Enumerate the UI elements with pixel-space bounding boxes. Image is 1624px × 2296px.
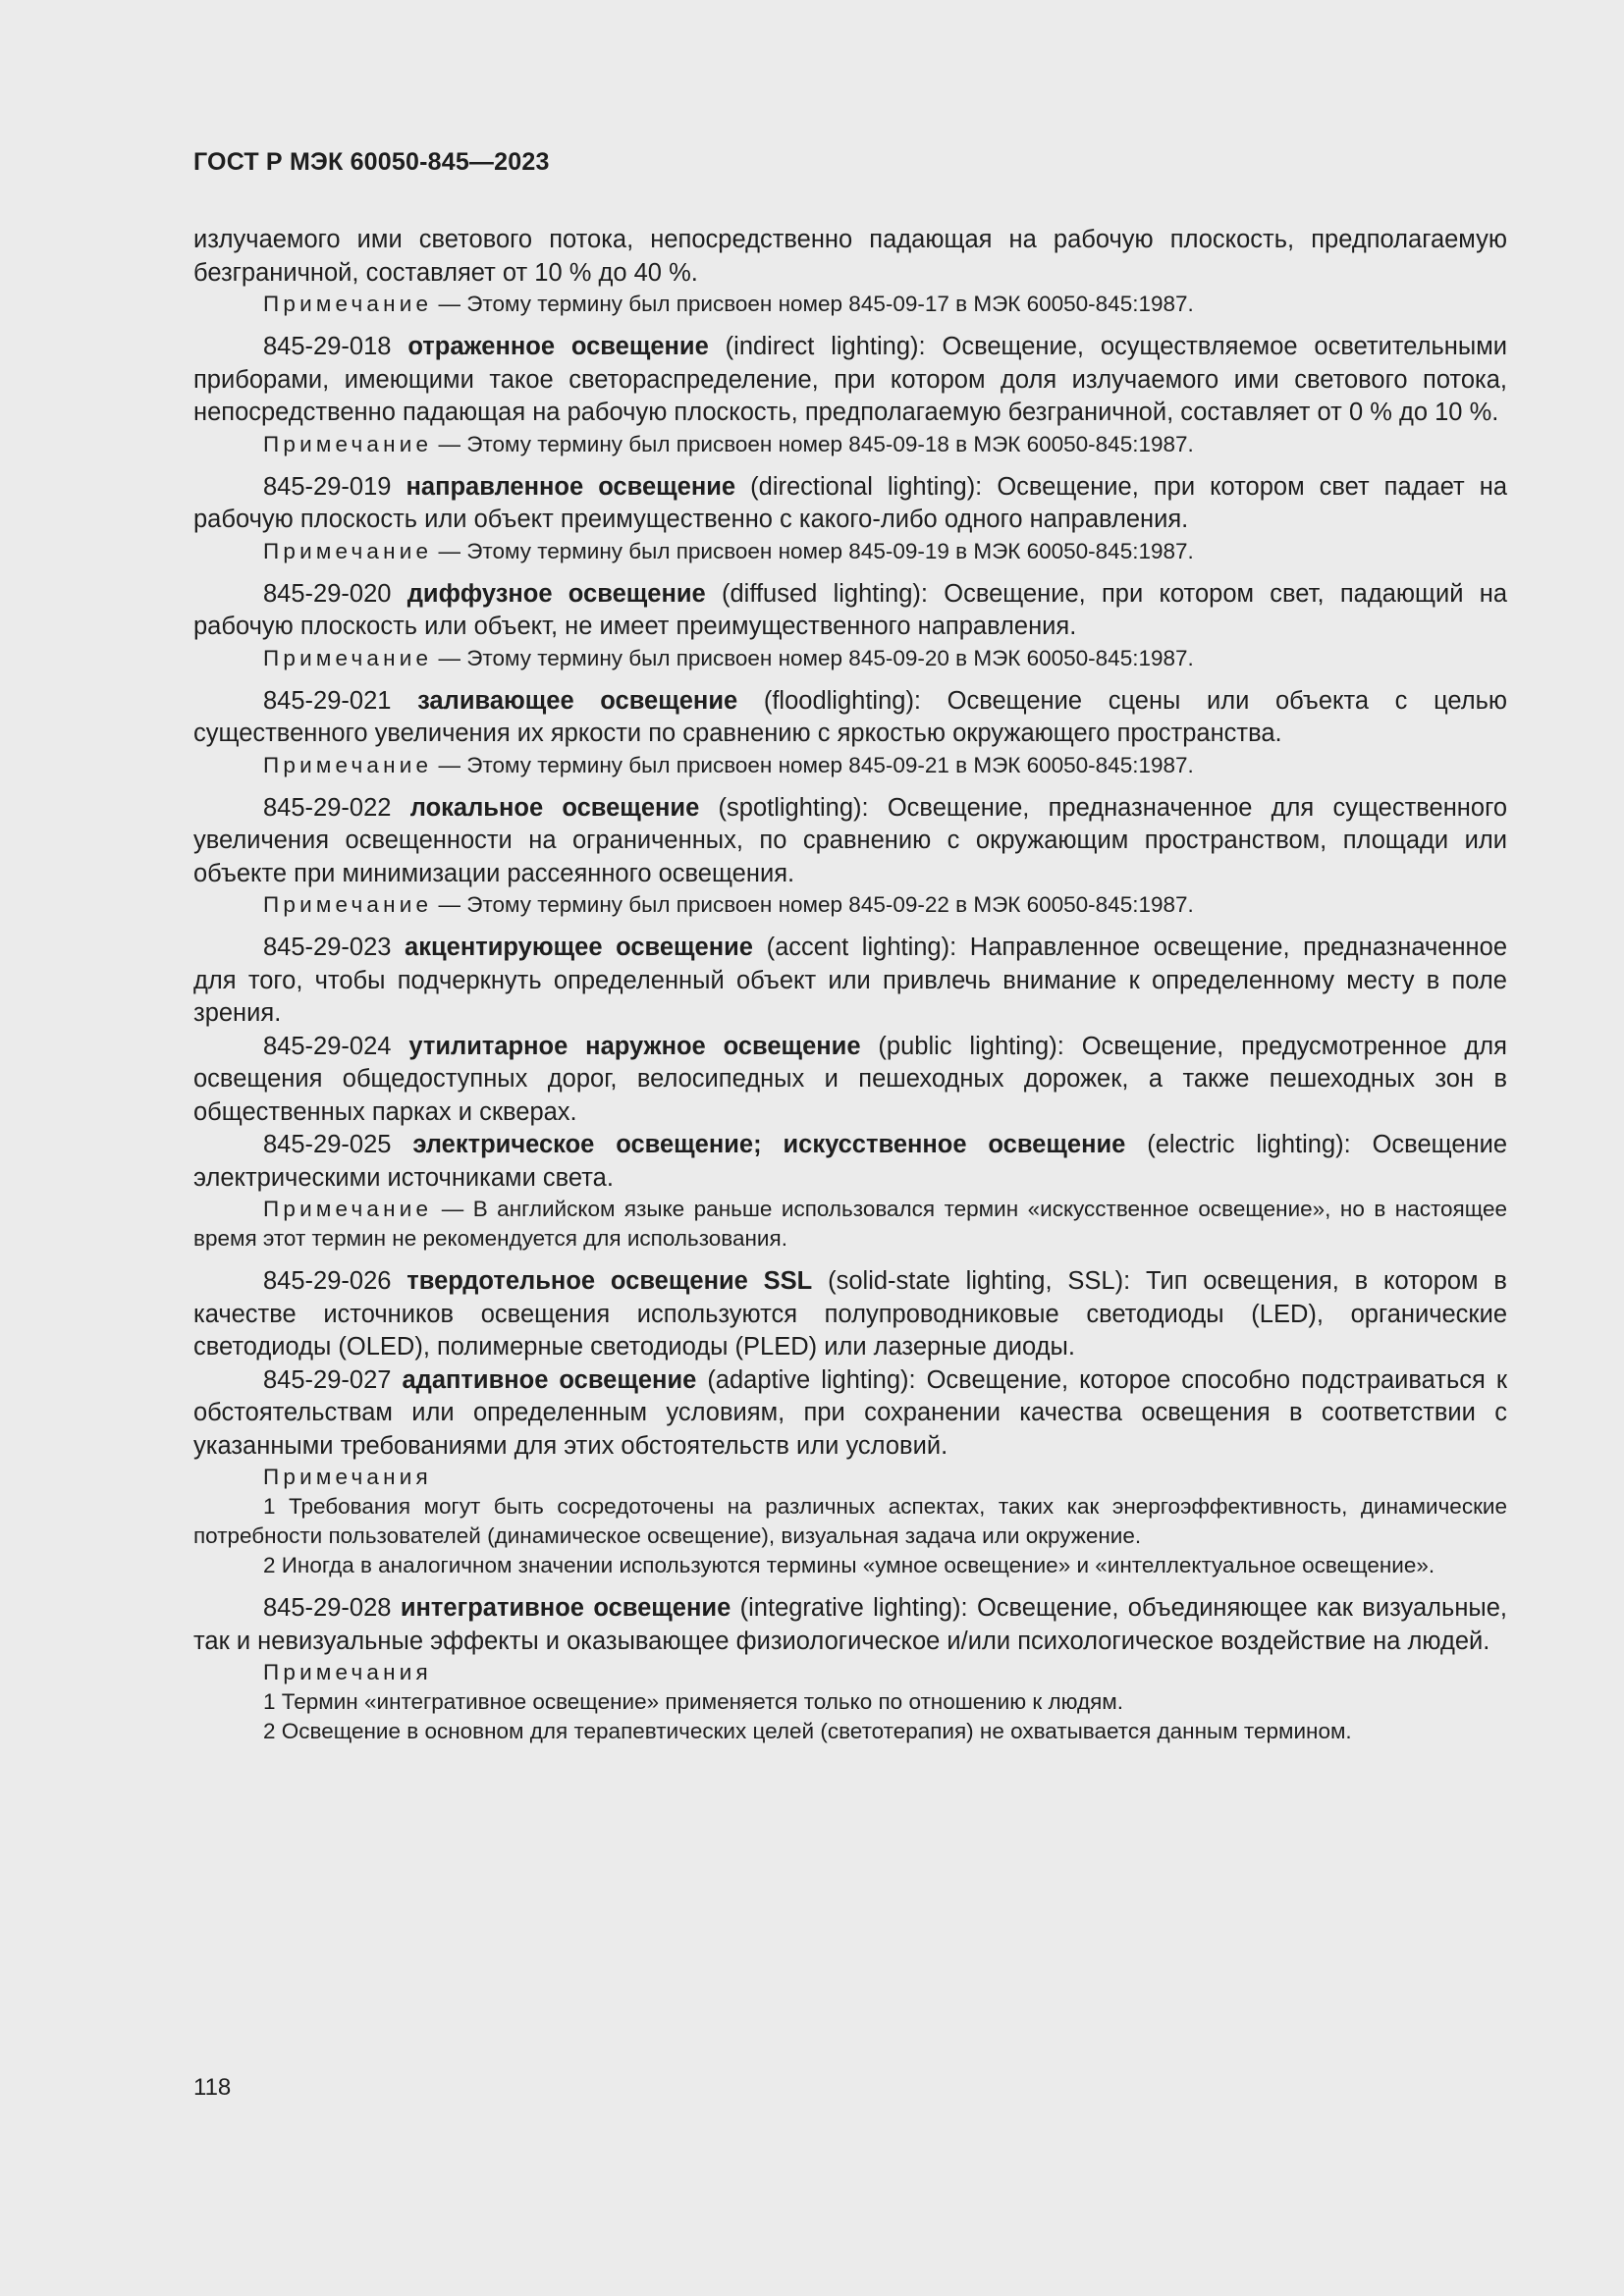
term-number: 845-29-026 — [263, 1267, 392, 1295]
term-number: 845-29-023 — [263, 934, 392, 961]
term-name: отраженное освещение — [407, 333, 709, 360]
note — [193, 430, 1507, 459]
note-label: Примечание — [263, 892, 433, 917]
term-definition: Освещение сцены или объекта с целью существенного увеличения их яркости по сравнению с яркостью окружающего пространства. — [193, 686, 1508, 747]
note — [193, 537, 1507, 566]
continuation-paragraph: излучаемого ими светового потока, непосредственно падающая на рабочую плоскость, предполагаемую безграничной, составляет от 10 % до 40 %. — [193, 226, 1507, 287]
term-number: 845-29-025 — [263, 1131, 392, 1158]
note — [193, 890, 1507, 920]
note — [193, 290, 1507, 319]
term-name: направленное освещение — [406, 472, 736, 501]
note-label: Примечание — [263, 752, 433, 777]
notes-heading: Примечания — [263, 1660, 432, 1684]
term-english: (floodlighting): — [763, 686, 922, 715]
note-label: Примечание — [263, 1197, 433, 1221]
term-english: (diffused lighting): — [721, 579, 928, 608]
term-name: электрическое освещение; искусственное освещение — [412, 1131, 1126, 1158]
term-name: адаптивное освещение — [402, 1365, 697, 1394]
term-entry — [193, 471, 1507, 537]
note-text: — Этому термину был присвоен номер 845-09-21 в МЭК 60050-845:1987. — [438, 752, 1194, 777]
note-item: 1 Требования могут быть сосредоточены на различных аспектах, таких как энергоэффективность, динамические потребности пользователей (динамическое освещение), визуальная задача или окружение. — [193, 1494, 1507, 1548]
term-definition: Освещение электрическими источниками света. — [193, 1131, 1508, 1192]
term-number: 845-29-019 — [263, 472, 392, 501]
term-number: 845-29-028 — [263, 1594, 392, 1622]
term-definition: Направленное освещение, предназначенное для того, чтобы подчеркнуть определенный объект или привлечь внимание к определенному месту в поле зрения. — [193, 934, 1507, 1027]
notes-heading: Примечания — [263, 1465, 432, 1489]
term-number: 845-29-021 — [263, 686, 392, 715]
term-definition: Освещение, при котором свет, падающий на рабочую плоскость или объект, не имеет преимущественного направления. — [193, 579, 1507, 640]
term-entry — [193, 578, 1507, 644]
term-name: заливающее освещение — [417, 686, 738, 715]
term-number: 845-29-027 — [263, 1365, 392, 1394]
term-entry — [193, 1031, 1507, 1130]
term-english: (accent lighting): — [766, 934, 957, 961]
term-english: (directional lighting): — [750, 472, 983, 501]
note — [193, 751, 1507, 780]
term-english: (public lighting): — [878, 1032, 1064, 1060]
term-definition: Освещение, предусмотренное для освещения общедоступных дорог, велосипедных и пешеходных дорожек, а также пешеходных зон в общественных парках и скверах. — [193, 1032, 1507, 1126]
term-entry — [193, 685, 1507, 751]
term-english: (indirect lighting): — [725, 333, 926, 360]
term-number: 845-29-020 — [263, 579, 392, 608]
term-number: 845-29-024 — [263, 1032, 392, 1060]
page-number: 118 — [193, 2074, 232, 2101]
term-entry — [193, 1265, 1507, 1364]
note-text: — В английском языке раньше использовался термин «искусственное освещение», но в настоящее время этот термин не рекомендуется для использования. — [193, 1197, 1507, 1251]
term-name: акцентирующее освещение — [405, 934, 753, 961]
term-entry — [193, 792, 1507, 891]
term-name: диффузное освещение — [406, 579, 706, 608]
note-text: — Этому термину был присвоен номер 845-09-17 в МЭК 60050-845:1987. — [438, 292, 1194, 316]
term-name: утилитарное наружное освещение — [408, 1032, 861, 1060]
note-label: Примечание — [263, 538, 433, 563]
note-text: — Этому термину был присвоен номер 845-09-22 в МЭК 60050-845:1987. — [438, 892, 1194, 917]
term-english: (spotlighting): — [718, 793, 869, 822]
note — [193, 644, 1507, 673]
term-definition: Освещение, объединяющее как визуальные, так и невизуальные эффекты и оказывающее физиологическое и/или психологическое воздействие на людей. — [193, 1594, 1507, 1655]
note-label: Примечание — [263, 645, 433, 670]
note-item: 2 Иногда в аналогичном значении используются термины «умное освещение» и «интеллектуальное освещение». — [263, 1553, 1435, 1577]
note-label: Примечание — [263, 431, 433, 456]
note — [193, 1195, 1507, 1254]
term-number: 845-29-018 — [263, 333, 392, 360]
note-text: — Этому термину был присвоен номер 845-09-18 в МЭК 60050-845:1987. — [438, 431, 1194, 456]
term-definition: Освещение, которое способно подстраиваться к обстоятельствам или определенным условиям, при сохранении качества освещения в соответствии с указанными требованиями для этих обстоятельств или условий. — [193, 1365, 1507, 1460]
note-item: 1 Термин «интегративное освещение» применяется только по отношению к людям. — [263, 1689, 1124, 1714]
term-entry — [193, 1129, 1507, 1195]
term-definition: Освещение, предназначенное для существенного увеличения освещенности на ограниченных, по сравнению с окружающим пространством, площади или объекте при минимизации рассеянного освещения. — [193, 793, 1507, 887]
term-entry — [193, 1364, 1507, 1464]
term-english: (adaptive lighting): — [707, 1365, 916, 1394]
term-number: 845-29-022 — [263, 793, 392, 822]
term-name: твердотельное освещение SSL — [406, 1267, 813, 1295]
document-header: ГОСТ Р МЭК 60050-845—2023 — [193, 148, 550, 176]
term-entry — [193, 1592, 1507, 1658]
term-entry — [193, 932, 1507, 1031]
term-entry — [193, 331, 1507, 430]
note-label: Примечание — [263, 292, 433, 316]
term-definition: Тип освещения, в котором в качестве источников освещения используются полупроводниковые светодиоды (LED), органические светодиоды (OLED), полимерные светодиоды (PLED) или лазерные диоды. — [193, 1267, 1507, 1361]
term-name: интегративное освещение — [400, 1594, 731, 1622]
term-english: (solid-state lighting, SSL): — [828, 1267, 1131, 1295]
note-text: — Этому термину был присвоен номер 845-09-20 в МЭК 60050-845:1987. — [438, 645, 1194, 670]
term-name: локальное освещение — [409, 793, 700, 822]
term-definition: Освещение, при котором свет падает на рабочую плоскость или объект преимущественно с какого-либо одного направления. — [193, 472, 1508, 533]
term-definition: Освещение, осуществляемое осветительными приборами, имеющими такое светораспределение, при котором доля излучаемого ими светового потока, непосредственно падающая на рабочую плоскость, предполагаемую безграничной, составляет от 0 % до 10 %. — [193, 333, 1507, 426]
note-item: 2 Освещение в основном для терапевтических целей (светотерапия) не охватывается данным термином. — [263, 1719, 1352, 1743]
note-text: — Этому термину был присвоен номер 845-09-19 в МЭК 60050-845:1987. — [438, 538, 1194, 563]
term-english: (electric lighting): — [1147, 1131, 1351, 1158]
term-english: (integrative lighting): — [739, 1594, 968, 1622]
document-body — [193, 224, 1507, 1746]
